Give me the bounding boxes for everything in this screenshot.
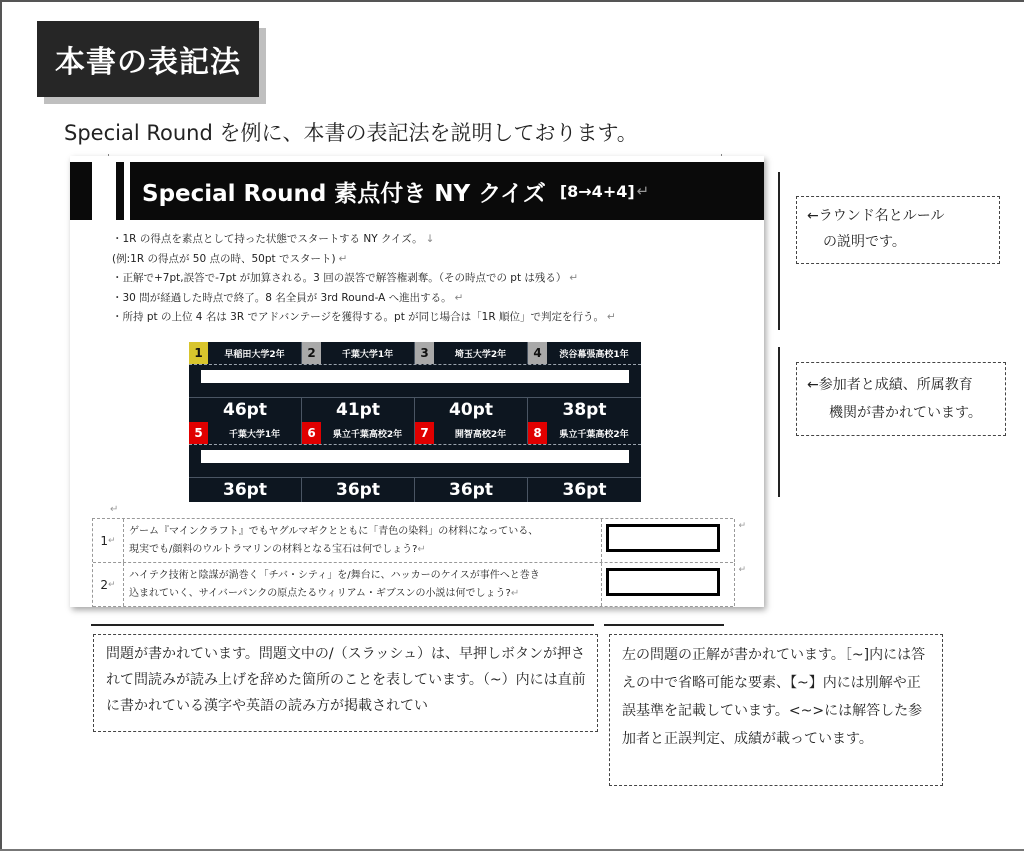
answer-cell xyxy=(601,519,746,562)
answer-redacted-box xyxy=(606,568,720,596)
divider xyxy=(189,364,641,365)
answer-redacted-box xyxy=(606,524,720,552)
player-score: 38pt xyxy=(562,400,607,420)
score-row-top xyxy=(189,398,641,422)
player-school: 県立千葉高校2年 xyxy=(332,429,403,440)
title-decoration-bar xyxy=(70,162,92,220)
rule-line: ・1R の得点を素点として持った状態でスタートする NY クイズ。 ↓ xyxy=(112,233,435,245)
player-school: 千葉大学1年 xyxy=(341,349,394,360)
round-format: [8→4+4] xyxy=(559,181,635,201)
scoreboard xyxy=(189,342,641,502)
bracket-line-question xyxy=(91,624,594,626)
player-name-bar xyxy=(201,450,629,463)
player-cell xyxy=(415,342,528,364)
rank-badge: 2 xyxy=(302,342,321,364)
bracket-line-players xyxy=(778,347,780,497)
title-decoration-bar xyxy=(116,162,124,220)
player-school: 県立千葉高校2年 xyxy=(559,429,629,440)
round-title-bar xyxy=(130,162,764,220)
player-school: 渋谷幕張高校1年 xyxy=(559,349,629,360)
answer-cell xyxy=(601,563,746,606)
bracket-line-answer xyxy=(604,624,724,626)
rule-line: (例:1R の得点が 50 点の時、50pt でスタート) ↵ xyxy=(112,252,348,265)
player-cell xyxy=(528,422,641,444)
player-score: 46pt xyxy=(189,398,302,422)
round-title: Special Round 素点付き NY クイズ xyxy=(142,180,546,207)
scoreboard-header-top xyxy=(189,342,641,364)
return-mark: ↵ xyxy=(636,182,650,200)
rank-badge: 3 xyxy=(415,342,434,364)
player-name-bar xyxy=(201,370,629,383)
rank-badge: 5 xyxy=(189,422,208,444)
question-table xyxy=(92,518,746,607)
player-cell xyxy=(415,422,528,444)
question-text: ハイテク技術と陰謀が渦巻く「チバ・シティ」を/舞台に、ハッカーのケイスが事件へと巻き 込まれていく、サイバーパンクの原点たるウィリアム・ギブスンの小説は何でしょう?↵ xyxy=(129,570,540,599)
table-row xyxy=(93,563,746,607)
player-score: 36pt xyxy=(562,480,607,500)
return-mark: ↵ xyxy=(738,521,746,531)
rule-line: ・所持 pt の上位 4 名は 3R でアドバンテージを獲得する。pt が同じ場合は「1R 順位」で判定を行う。 ↵ xyxy=(112,311,616,323)
rank-badge: 8 xyxy=(528,422,547,444)
frame-top-border xyxy=(0,0,1024,2)
annotation-round: ←ラウンド名とルール の説明です。 xyxy=(796,196,1000,264)
player-school: 開智高校2年 xyxy=(454,429,507,440)
player-school: 埼玉大学2年 xyxy=(454,349,507,360)
score-row-bottom xyxy=(189,478,641,502)
player-cell xyxy=(302,422,415,444)
table-row xyxy=(93,519,746,563)
player-score: 36pt xyxy=(415,478,528,502)
frame-left-border xyxy=(0,0,2,851)
question-number: 1 ↵ xyxy=(93,519,124,562)
divider xyxy=(189,444,641,445)
question-text: ゲーム『マインクラフト』でもヤグルマギクとともに「青色の染料」の材料になっている、 現実でも/顔料のウルトラマリンの材料となる宝石は何でしょう?↵ xyxy=(129,526,539,555)
page-title: 本書の表記法 xyxy=(37,21,259,97)
page-subtitle: Special Round を例に、本書の表記法を説明しております。 xyxy=(64,121,638,145)
player-cell xyxy=(189,342,302,364)
annotation-players: ←参加者と成績、所属教育 機関が書かれています。 xyxy=(796,362,1006,436)
player-school: 千葉大学1年 xyxy=(228,429,281,440)
player-score: 40pt xyxy=(415,398,528,422)
player-score: 36pt xyxy=(189,478,302,502)
player-cell xyxy=(528,342,641,364)
scoreboard-header-bottom xyxy=(189,422,641,444)
round-rules xyxy=(112,230,752,328)
rule-line: ・正解で+7pt,誤答で-7pt が加算される。3 回の誤答で解答権剥奪。（その時点での pt は残る） ↵ xyxy=(112,272,579,284)
rank-badge: 7 xyxy=(415,422,434,444)
bracket-line-round xyxy=(778,172,780,330)
return-mark: ↵ xyxy=(110,504,119,515)
annotation-answer: 左の問題の正解が書かれています。［~]内には答えの中で省略可能な要素、【~】内には別解や正誤基準を記載しています。<~>には解答した参加者と正誤判定、成績が載っています。 xyxy=(609,634,943,786)
player-score: 36pt xyxy=(302,478,415,502)
annotation-question: 問題が書かれています。問題文中の/（スラッシュ）は、早押しボタンが押されて問読みが読み上げを辞めた箇所のことを表しています。（~）内には直前に書かれている漢字や英語の読み方が掲載されてい xyxy=(93,634,598,732)
player-cell xyxy=(302,342,415,364)
sample-page xyxy=(70,156,764,607)
rule-line: ・30 問が経過した時点で終了。8 名全員が 3rd Round-A へ進出する。 ↵ xyxy=(112,291,464,304)
rank-badge: 4 xyxy=(528,342,547,364)
player-score: 41pt xyxy=(302,398,415,422)
rank-badge: 6 xyxy=(302,422,321,444)
player-school: 早稲田大学2年 xyxy=(224,349,285,360)
rank-badge: 1 xyxy=(189,342,208,364)
question-number: 2 ↵ xyxy=(93,563,124,606)
player-cell xyxy=(189,422,302,444)
return-mark: ↵ xyxy=(738,565,746,575)
